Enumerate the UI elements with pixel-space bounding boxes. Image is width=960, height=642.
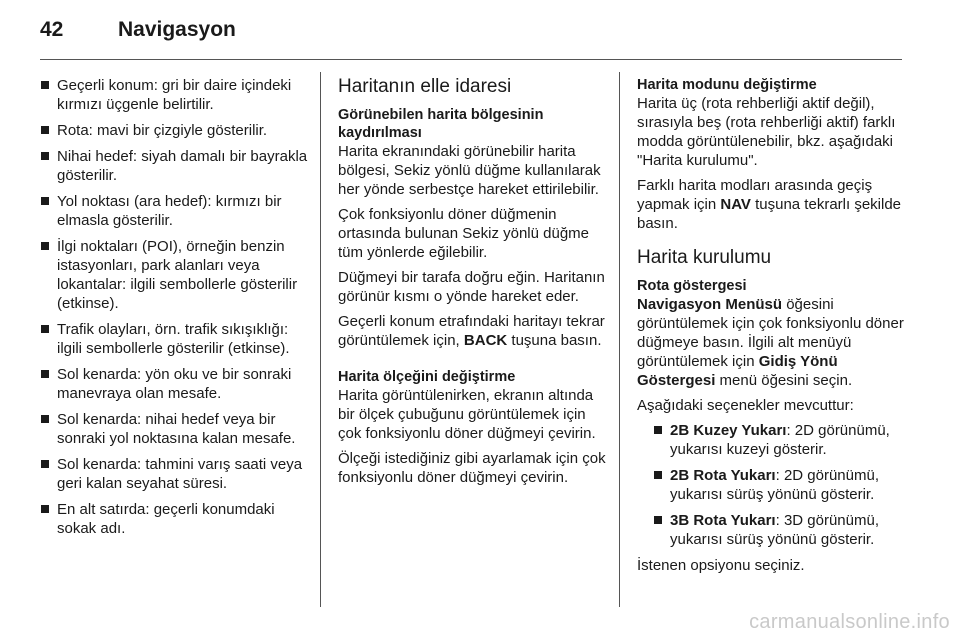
- middle-column: [338, 76, 608, 493]
- menu-item-name: Gidiş Yönü Göstergesi: [637, 353, 838, 389]
- list-item: [40, 320, 308, 358]
- list-item-text: Sol kenarda: nihai hedef veya bir sonraki yol noktasına kalan mesafe.: [57, 411, 296, 447]
- option-name: 2B Rota Yukarı: [670, 467, 776, 484]
- page-title: Navigasyon: [118, 18, 236, 41]
- paragraph: Harita üç (rota rehberliği aktif değil), sırasıyla beş (rota rehberliği aktif) farklı modda görüntülenebilir, bkz. aşağıdaki "Harita kurulumu".: [637, 95, 896, 169]
- paragraph: Ölçeği istediğiniz gibi ayarlamak için çok fonksiyonlu döner düğmeyi çevirin.: [338, 450, 606, 486]
- bullet-square-icon: [654, 426, 662, 434]
- paragraph: İstenen opsiyonu seçiniz.: [637, 557, 805, 574]
- bullet-square-icon: [41, 415, 49, 423]
- list-item-text: Nihai hedef: siyah damalı bir bayrakla gösterilir.: [57, 148, 308, 184]
- bullet-square-icon: [41, 325, 49, 333]
- column-divider-left: [320, 72, 321, 607]
- list-item: [40, 192, 308, 230]
- paragraph: [338, 312, 608, 350]
- bullet-square-icon: [41, 460, 49, 468]
- paragraph: Çok fonksiyonlu döner düğmenin ortasında bulunan Sekiz yönlü düğme tüm yönlerde eğilebilir.: [338, 206, 590, 261]
- list-item: [40, 500, 308, 538]
- list-item: [40, 365, 308, 403]
- bullet-square-icon: [41, 370, 49, 378]
- subheading-map-scale: Harita ölçeğini değiştirme: [338, 369, 516, 385]
- list-item: [653, 466, 905, 504]
- list-item: [40, 237, 308, 313]
- section-heading-map-setup: Harita kurulumu: [637, 247, 772, 268]
- option-name: 3B Rota Yukarı: [670, 512, 776, 529]
- list-item: [40, 455, 308, 493]
- right-column: [637, 76, 905, 581]
- list-item-text: Trafik olayları, örn. trafik sıkışıklığı: ilgili sembollerle gösterilir (etkinse).: [57, 321, 290, 357]
- text-span: Geçerli konum etrafındaki haritayı tekrar görüntülemek için,: [338, 313, 605, 349]
- paragraph: Harita ekranındaki görünebilir harita bölgesi, Sekiz yönlü düğme kullanılarak her yönde serbestçe hareket ettirilebilir.: [338, 143, 601, 198]
- column-divider-right: [619, 72, 620, 607]
- subheading-route-indicator: Rota göstergesi: [637, 278, 747, 294]
- list-item-text: Rota: mavi bir çizgiyle gösterilir.: [57, 122, 268, 139]
- list-item: [653, 421, 905, 459]
- bullet-square-icon: [41, 242, 49, 250]
- left-column: [40, 76, 308, 545]
- option-desc: : 2D görünümü, yukarısı sürüş yönünü gösterir.: [670, 467, 879, 503]
- bullet-square-icon: [41, 197, 49, 205]
- bullet-square-icon: [41, 505, 49, 513]
- list-item: [40, 76, 308, 114]
- text-span: tuşuna tekrarlı şekilde basın.: [637, 196, 902, 232]
- paragraph: Harita görüntülenirken, ekranın altında bir ölçek çubuğunu görüntülemek için çok fonksiyonlu döner düğmeyi çevirin.: [338, 387, 596, 442]
- option-name: 2B Kuzey Yukarı: [670, 422, 787, 439]
- list-item-text: Sol kenarda: yön oku ve bir sonraki manevraya olan mesafe.: [57, 366, 292, 402]
- options-list: [653, 421, 905, 549]
- list-item: [40, 147, 308, 185]
- header-rule: [40, 59, 902, 60]
- watermark: carmanualsonline.info: [749, 611, 950, 633]
- list-item-text: En alt satırda: geçerli konumdaki sokak adı.: [57, 501, 275, 537]
- subheading-map-mode: Harita modunu değiştirme: [637, 77, 817, 93]
- text-span: Farklı harita modları arasında geçiş yapmak için: [637, 177, 873, 213]
- map-legend-list: [40, 76, 308, 538]
- key-name-nav: NAV: [720, 196, 751, 213]
- text-span: öğesini görüntülemek için çok fonksiyonlu döner düğmeye basın. İlgili alt menüyü görüntülemek için: [637, 296, 904, 370]
- paragraph: [637, 295, 905, 390]
- list-item: [653, 511, 905, 549]
- bullet-square-icon: [41, 152, 49, 160]
- bullet-square-icon: [654, 516, 662, 524]
- text-span: tuşuna basın.: [507, 332, 602, 349]
- paragraph: [637, 176, 905, 233]
- bullet-square-icon: [654, 471, 662, 479]
- list-item: [40, 121, 308, 140]
- subheading-scroll-map: Görünebilen harita bölgesinin kaydırılması: [338, 107, 544, 141]
- bullet-square-icon: [41, 126, 49, 134]
- page-number: 42: [40, 18, 64, 41]
- menu-name: Navigasyon Menüsü: [637, 296, 783, 313]
- list-item-text: Yol noktası (ara hedef): kırmızı bir elmasla gösterilir.: [57, 193, 282, 229]
- option-desc: : 3D görünümü, yukarısı sürüş yönünü gösterir.: [670, 512, 879, 548]
- section-heading-manual-map: Haritanın elle idaresi: [338, 76, 512, 97]
- option-desc: : 2D görünümü, yukarısı kuzeyi gösterir.: [670, 422, 890, 458]
- bullet-square-icon: [41, 81, 49, 89]
- list-item-text: Geçerli konum: gri bir daire içindeki kırmızı üçgenle belirtilir.: [57, 77, 292, 113]
- page-header: [40, 18, 236, 48]
- list-item: [40, 410, 308, 448]
- list-item-text: Sol kenarda: tahmini varış saati veya geri kalan seyahat süresi.: [57, 456, 303, 492]
- paragraph: Düğmeyi bir tarafa doğru eğin. Haritanın görünür kısmı o yönde hareket eder.: [338, 269, 605, 305]
- paragraph: Aşağıdaki seçenekler mevcuttur:: [637, 397, 854, 414]
- key-name-back: BACK: [463, 332, 508, 349]
- list-item-text: İlgi noktaları (POI), örneğin benzin istasyonları, park alanları veya lokantalar: ilgili sembollerle gösterilir (etkinse).: [57, 238, 298, 312]
- text-span: menü öğesini seçin.: [715, 372, 853, 389]
